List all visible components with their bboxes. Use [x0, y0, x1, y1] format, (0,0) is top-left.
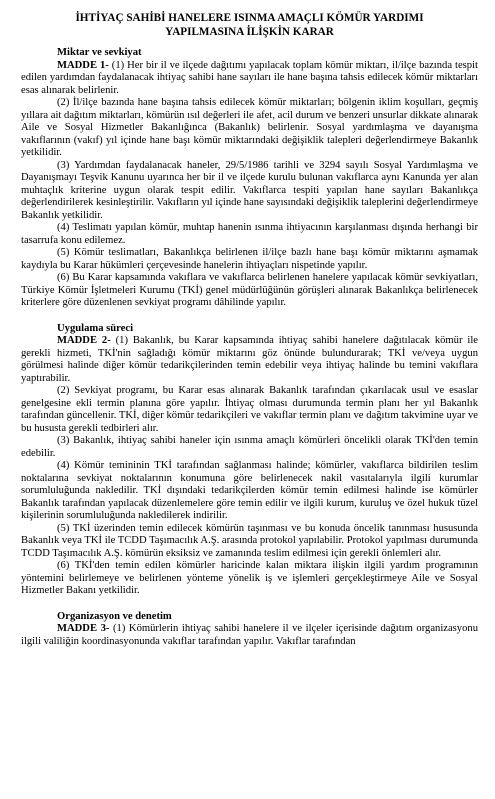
title-line-2: YAPILMASINA İLİŞKİN KARAR — [165, 25, 334, 38]
section-organizasyon-ve-denetim — [21, 611, 478, 649]
madde-label: MADDE 3- — [57, 623, 110, 634]
paragraph: (4) Teslimatı yapılan kömür, muhtap hanenin ısınma ihtiyacının karşılanması dışında herhangi bir tasarrufa konu edilemez. — [21, 222, 478, 246]
title-line-1: İHTİYAÇ SAHİBİ HANELERE ISINMA AMAÇLI KÖMÜR YARDIMI — [75, 12, 424, 24]
section-heading: Uygulama süreci — [57, 322, 134, 334]
section-heading: Miktar ve sevkiyat — [57, 47, 142, 58]
section-miktar-ve-sevkiyat — [21, 47, 478, 310]
section-uygulama-sureci — [21, 323, 478, 598]
paragraph: (2) Sevkiyat programı, bu Karar esas alınarak Bakanlık tarafından çıkarılacak usul ve esaslar genelgesine ekli termin planına göre yapılır. İhtiyaç olması durumunda termin planı her yıl Bakanlık tarafından güncellenir. TKİ, diğer kömür tedarikçileri ve vakıflar termin planı ve dağıtım takvimine uyar ve bu hususta gerekli tedbirleri alır. — [21, 385, 478, 434]
section-spacer — [21, 310, 478, 323]
paragraph-text: (1) Bakanlık, bu Karar kapsamında ihtiyaç sahibi hanelere dağıtılacak kömür ile gerekli hizmeti, TKİ'nin sağladığı kömür miktarını göz önünde bulundurarak; TKİ ve/veya uygun görülmesi halinde diğer kömür tedarikçilerinden temin edebilir veya ihtiyaç halinde bu temini vakıflara yaptırabilir. — [21, 335, 478, 384]
paragraph — [21, 623, 478, 648]
paragraph: (5) Kömür teslimatları, Bakanlıkça belirlenen il/ilçe bazlı hane başı kömür miktarını aşmamak kaydıyla bu Karar hükümleri çerçevesinde hanelerin ihtiyaçları nispetinde yapılır. — [21, 247, 478, 271]
paragraph: (4) Kömür temininin TKİ tarafından sağlanması halinde; kömürler, vakıflarca bildirilen teslim noktalarına sevkiyat noktalarının konumuna göre belirlenecek nakil vasıtalarıyla ilgili kurumlar sorumluluğunda nakledilir. TKİ dışındaki tedarikçilerden kömür temin edilmesi halinde ise kömürler Bakanlık tarafından yapılacak düzenlemelere göre temin edilir ve ilgili kurum, kuruluş ve özel hukuk tüzel kişilerinin sorumluluğunda nakledilerek indirilir. — [21, 460, 478, 521]
paragraph — [21, 60, 478, 98]
paragraph: (3) Yardımdan faydalanacak haneler, 29/5/1986 tarihli ve 3294 sayılı Sosyal Yardımlaşma ve Dayanışmayı Teşvik Kanunu uyarınca her bir il ve ilçede kurulu bulunan vakıflarca aynı Kanunda yer alan muhtaçlık kriterine uygun olarak tespit edilir. Vakıflarca tespiti yapılan hane sayıları Bakanlıkça değerlendirilerek kesinleştirilir. Vakıfların yıl içinde hane sayısındaki değişiklik taleplerini değerlendirmeye Bakanlık yetkilidir. — [21, 159, 478, 221]
paragraph: (6) TKİ'den temin edilen kömürler haricinde kalan miktara ilişkin ilgili yardım programının yöntemini belirlemeye ve belirlenen yönteme yönelik iş ve işlemleri gerçekleştirmeye Aile ve Sosyal Hizmetler Bakanı yetkilidir. — [21, 560, 478, 596]
madde-label: MADDE 2- — [57, 335, 111, 346]
paragraph: (6) Bu Karar kapsamında vakıflara ve vakıflarca belirlenen hanelere yapılacak kömür sevkiyatları, Türkiye Kömür İşletmeleri Kurumu (TKİ) genel müdürlüğünün görüşleri alınarak Bakanlıkça belirlenecek kriterlere göre düzenlenen sevkiyat programı dâhilinde yapılır. — [21, 272, 478, 308]
section-heading: Organizasyon ve denetim — [57, 610, 172, 622]
paragraph: (2) İl/ilçe bazında hane başına tahsis edilecek kömür miktarları; bölgenin iklim koşulları, geçmiş yıllara ait dağıtım miktarları, kömürün ısıl değerleri ile afet, acil durum ve benzeri unsurlar dikkate alınarak Aile ve Sosyal Hizmetler Bakanlığınca (Bakanlık) belirlenir. Sosyal yardımlaşma ve dayanışma vakıflarının (vakıf) yıl içinde hane başı kömür miktarındaki değişiklik talepleri değerlendirmeye Bakanlık yetkilidir. — [21, 97, 478, 158]
paragraph-text: (1) Her bir il ve ilçede dağıtımı yapılacak toplam kömür miktarı, il/ilçe bazında tespit edilen yardımdan faydalanacak ihtiyaç sahibi hane sayıları ile hane başına tahsis edilecek kömür miktarları esas alınarak belirlenir. — [21, 59, 478, 96]
paragraph: (3) Bakanlık, ihtiyaç sahibi haneler için ısınma amaçlı kömürleri öncelikli olarak TKİ'den temin edebilir. — [21, 435, 478, 459]
paragraph: (5) TKİ üzerinden temin edilecek kömürün taşınması ve bu konuda öncelik tanınması hususunda Bakanlık veya TKİ ile TCDD Taşımacılık A.Ş. arasında protokol yapılabilir. Protokol yapılması durumunda TCDD Taşımacılık A.Ş. kömürün eksiksiz ve zamanında teslim edilmesi için gerekli önlemleri alır. — [21, 522, 478, 559]
section-spacer — [21, 598, 478, 611]
document-title — [21, 12, 478, 39]
paragraph — [21, 335, 478, 385]
paragraph-text: (1) Kömürlerin ihtiyaç sahibi hanelere il ve ilçeler içerisinde dağıtım organizasyonu ilgili valiliğin koordinasyonunda vakıflar tarafından yapılır. Vakıflar tarafından — [21, 623, 478, 647]
madde-label: MADDE 1- — [57, 59, 109, 71]
